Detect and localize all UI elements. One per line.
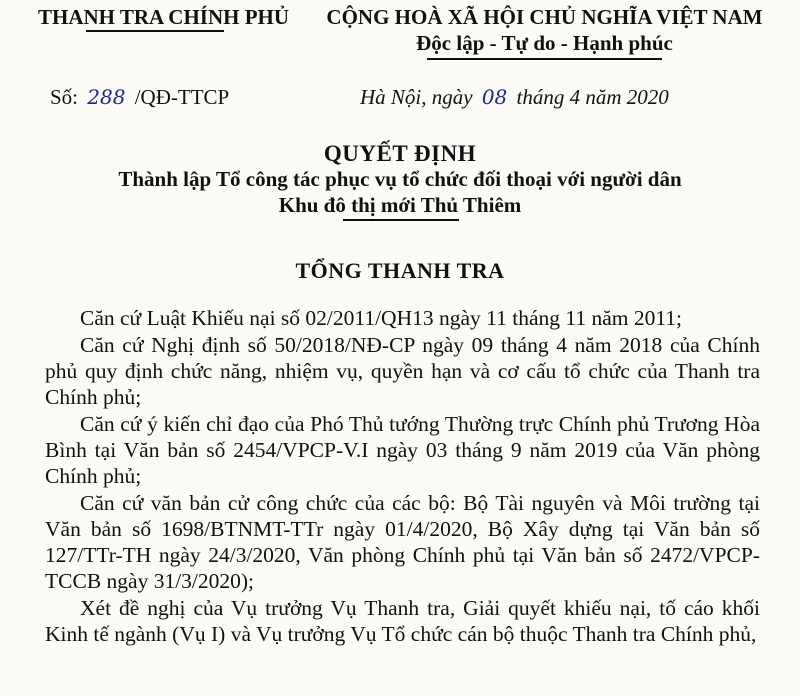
issuing-agency [38, 4, 308, 30]
title-underline [343, 219, 459, 221]
proposal-paragraph: Xét đề nghị của Vụ trưởng Vụ Thanh tra, Giải quyết khiếu nại, tố cáo khối Kinh tế ngành (Vụ I) và Vụ trưởng Vụ Tổ chức cán bộ thuộc Thanh tra Chính phủ, [45, 596, 760, 646]
document-subject-line-1: Thành lập Tổ công tác phục vụ tổ chức đối thoại với người dân [118, 167, 682, 191]
motto-underline [427, 58, 662, 60]
issue-date-suffix: tháng 4 năm 2020 [516, 85, 669, 109]
document-number-value: 288 [87, 85, 126, 109]
document-number-suffix: /QĐ-TTCP [134, 85, 230, 109]
issue-date-day: 08 [481, 85, 508, 109]
document-number [50, 84, 229, 110]
issuing-agency-name: THANH TRA CHÍNH PHỦ [38, 5, 290, 29]
document-number-label: Số: [50, 85, 79, 109]
issuing-authority: TỔNG THANH TRA [295, 258, 505, 283]
document-subject-line-2: Khu đô thị mới Thủ Thiêm [278, 193, 522, 217]
legal-basis-paragraph: Căn cứ ý kiến chỉ đạo của Phó Thủ tướng Thường trực Chính phủ Trương Hòa Bình tại Văn bản số 2454/VPCP-V.I ngày 03 tháng 9 năm 2019 của Văn phòng Chính phủ; [45, 412, 760, 488]
legal-basis-paragraph: Căn cứ văn bản cử công chức của các bộ: Bộ Tài nguyên và Môi trường tại Văn bản số 1698/BTNMT-TTr ngày 01/4/2020, Bộ Xây dựng tại Văn bản số 127/TTr-TH ngày 24/3/2020, Văn phòng Chính phủ tại Văn bản số 2472/VPCP-TCCB ngày 31/3/2020); [45, 491, 760, 593]
national-motto: Độc lập - Tự do - Hạnh phúc [416, 31, 673, 55]
issue-date-prefix: Hà Nội, ngày [360, 85, 473, 109]
national-header [312, 4, 777, 56]
nation-name: CỘNG HOÀ XÃ HỘI CHỦ NGHĨA VIỆT NAM [326, 5, 763, 29]
document-body [45, 305, 760, 648]
issue-date [360, 84, 669, 110]
legal-basis-paragraph: Căn cứ Luật Khiếu nại số 02/2011/QH13 ngày 11 tháng 11 năm 2011; [80, 306, 683, 330]
legal-basis-paragraph: Căn cứ Nghị định số 50/2018/NĐ-CP ngày 09 tháng 4 năm 2018 của Chính phủ quy định chức năng, nhiệm vụ, quyền hạn và cơ cấu tổ chức của Thanh tra Chính phủ; [45, 333, 760, 409]
agency-underline [86, 30, 224, 32]
document-type-heading: QUYẾT ĐỊNH [323, 141, 477, 166]
